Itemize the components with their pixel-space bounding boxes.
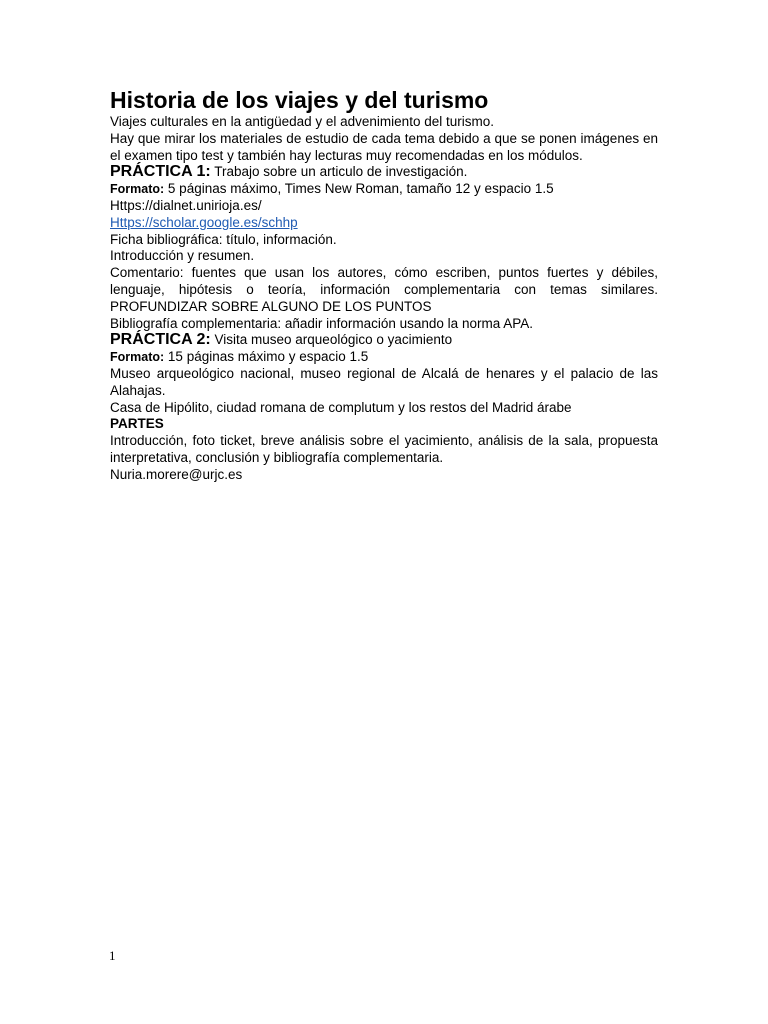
intro-paragraph: Hay que mirar los materiales de estudio de cada tema debido a que se ponen imágenes en el examen tipo test y también hay lecturas muy recomendadas en los módulos. [110, 130, 658, 163]
scholar-link[interactable]: Https://scholar.google.es/schhp [110, 214, 298, 230]
practica1-text: Trabajo sobre un articulo de investigación. [210, 164, 468, 180]
practica2-line [110, 332, 658, 349]
intro-resumen-line: Introducción y resumen. [110, 248, 255, 264]
email-line: Nuria.morere@urjc.es [110, 466, 243, 482]
practica1-formato-label: Formato: [110, 182, 165, 197]
partes-paragraph: Introducción, foto ticket, breve análisis sobre el yacimiento, análisis de la sala, propuesta interpretativa, conclusión y bibliografía complementaria. [110, 433, 658, 465]
page-number: 1 [109, 948, 116, 963]
partes-heading: PARTES [110, 416, 164, 432]
museo-paragraph: Museo arqueológico nacional, museo regional de Alcalá de henares y el palacio de las Alahajas. [110, 365, 658, 398]
document-title: Historia de los viajes y del turismo [110, 87, 489, 113]
dialnet-url: Https://dialnet.unirioja.es/ [110, 197, 262, 213]
bibliografia-line: Bibliografía complementaria: añadir información usando la norma APA. [110, 315, 533, 331]
practica1-formato-line [110, 181, 658, 198]
practica2-formato-text: 15 páginas máximo y espacio 1.5 [164, 349, 369, 365]
comentario-paragraph: Comentario: fuentes que usan los autores, cómo escriben, puntos fuertes y débiles, lenguaje, hipótesis o teoría, información complementaria con temas similares. PROFUNDIZAR SOBRE ALGUNO DE LOS PUNTOS [110, 265, 658, 314]
practica2-text: Visita museo arqueológico o yacimiento [210, 332, 453, 348]
practica1-formato-text: 5 páginas máximo, Times New Roman, tamaño 12 y espacio 1.5 [164, 181, 554, 197]
practica2-formato-line [110, 349, 658, 366]
practica1-line [110, 164, 658, 181]
ficha-line: Ficha bibliográfica: título, información. [110, 231, 337, 247]
scholar-url-line [110, 215, 658, 232]
practica2-heading: PRÁCTICA 2: [110, 331, 211, 349]
document-subtitle: Viajes culturales en la antigüedad y el advenimiento del turismo. [110, 114, 494, 129]
document-body [110, 86, 658, 484]
practica2-formato-label: Formato: [110, 350, 165, 365]
practica1-heading: PRÁCTICA 1: [110, 163, 211, 181]
casa-line: Casa de Hipólito, ciudad romana de complutum y los restos del Madrid árabe [110, 399, 572, 415]
